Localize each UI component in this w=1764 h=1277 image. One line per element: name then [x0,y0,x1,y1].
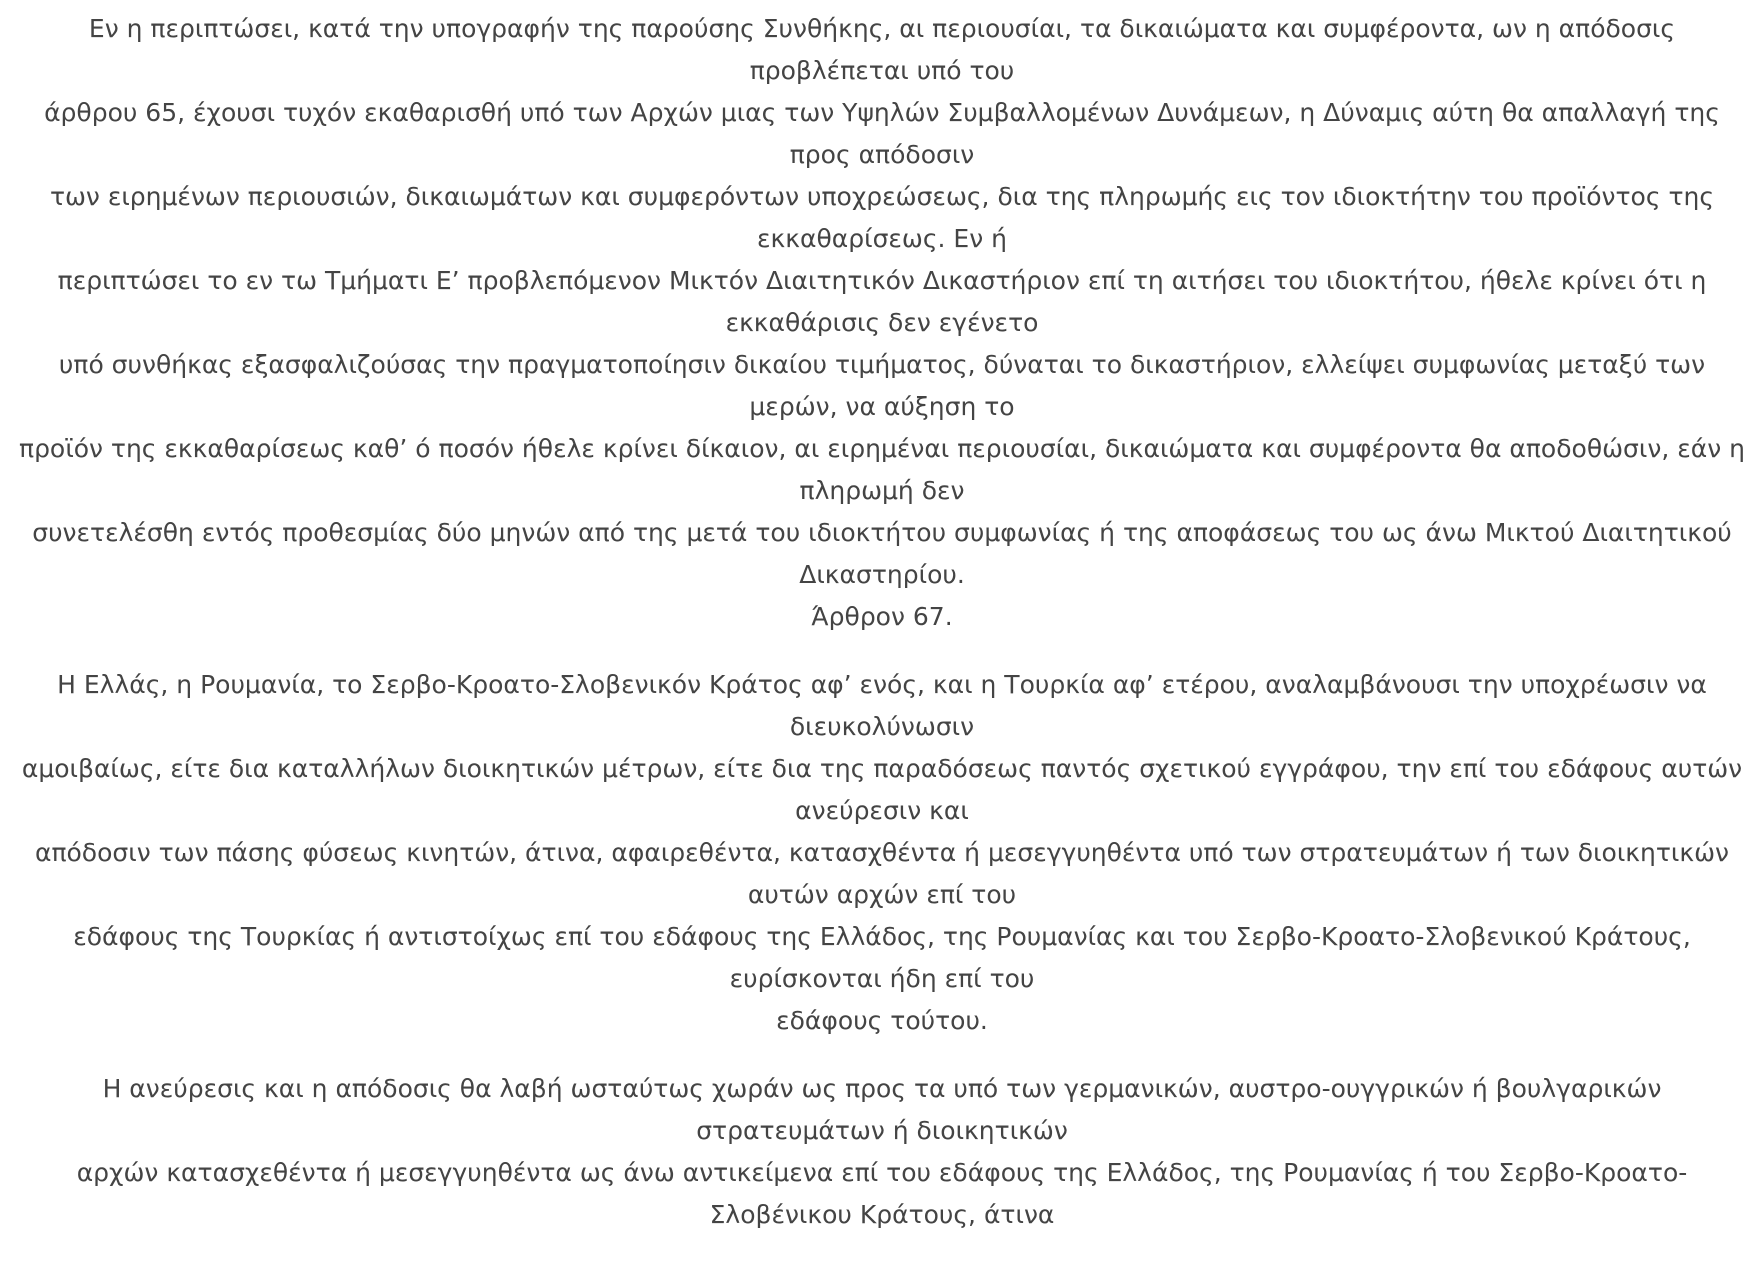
text-line: Εν η περιπτώσει, κατά την υπογραφήν της παρούσης Συνθήκης, αι περιουσίαι, τα δικαιώματα και συμφέροντα, ων η απόδοσις προβλέπεται υπό του [88,14,1676,85]
text-line: αμοιβαίως, είτε δια καταλλήλων διοικητικών μέτρων, είτε δια της παραδόσεως παντός σχετικού εγγράφου, την επί του εδάφους αυτών ανεύρεσιν και [21,754,1743,825]
text-line: εδάφους τούτου. [776,1006,988,1035]
text-line: υπό συνθήκας εξασφαλιζούσας την πραγματοποίησιν δικαίου τιμήματος, δύναται το δικαστήριον, ελλείψει συμφωνίας μεταξύ των μερών, να αύξηση το [58,350,1706,421]
text-line: των ειρημένων περιουσιών, δικαιωμάτων και συμφερόντων υποχρεώσεως, δια της πληρωμής εις τον ιδιοκτήτην του προϊόντος της εκκαθαρίσεως. Εν ή [49,182,1715,253]
text-line: απόδοσιν των πάσης φύσεως κινητών, άτινα, αφαιρεθέντα, κατασχθέντα ή μεσεγγυηθέντα υπό των στρατευμάτων ή των διοικητικών αυτών αρχών επί του [34,838,1730,909]
text-line: αρχών κατασχεθέντα ή μεσεγγυηθέντα ως άνω αντικείμενα επί του εδάφους της Ελλάδος, της Ρουμανίας ή του Σερβο-Κροατο-Σλοβένικου Κράτους, άτινα [76,1158,1688,1229]
text-line: συνετελέσθη εντός προθεσμίας δύο μηνών από της μετά του ιδιοκτήτου συμφωνίας ή της αποφάσεως του ως άνω Μικτού Διαιτητικού Δικαστηρίου. [32,518,1732,589]
text-line: εδάφους της Τουρκίας ή αντιστοίχως επί του εδάφους της Ελλάδος, της Ρουμανίας και του Σερβο-Κροατο-Σλοβενικού Κράτους, ευρίσκονται ήδη επί του [73,922,1691,993]
text-line: προϊόν της εκκαθαρίσεως καθ’ ό ποσόν ήθελε κρίνει δίκαιον, αι ειρημέναι περιουσίαι, δικαιώματα και συμφέροντα θα αποδοθώσιν, εάν η πληρωμή δεν [19,434,1745,505]
text-line: Η Ελλάς, η Ρουμανία, το Σερβο-Κροατο-Σλοβενικόν Κράτος αφ’ ενός, και η Τουρκία αφ’ ετέρου, αναλαμβάνουσι την υποχρέωσιν να διευκολύνωσιν [57,670,1707,741]
paragraph-liquidation [12,8,1752,596]
text-line: περιπτώσει το εν τω Τμήματι Ε’ προβλεπόμενον Μικτόν Διαιτητικόν Δικαστήριον επί τη αιτήσει του ιδιοκτήτου, ήθελε κρίνει ότι η εκκαθάρισις δεν εγένετο [57,266,1707,337]
text-line: άρθρου 65, έχουσι τυχόν εκαθαρισθή υπό των Αρχών μιας των Υψηλών Συμβαλλομένων Δυνάμεων, η Δύναμις αύτη θα απαλλαγή της προς απόδοσιν [44,98,1720,169]
text-line: Η ανεύρεσις και η απόδοσις θα λαβή ωσταύτως χωράν ως προς τα υπό των γερμανικών, αυστρο-ουγγρικών ή βουλγαρικών στρατευμάτων ή διοικητικών [102,1074,1662,1145]
paragraph-search-and-return [12,1068,1752,1236]
article-heading: Άρθρον 67. [811,602,953,631]
paragraph-mutual-facilitation [12,664,1752,1042]
